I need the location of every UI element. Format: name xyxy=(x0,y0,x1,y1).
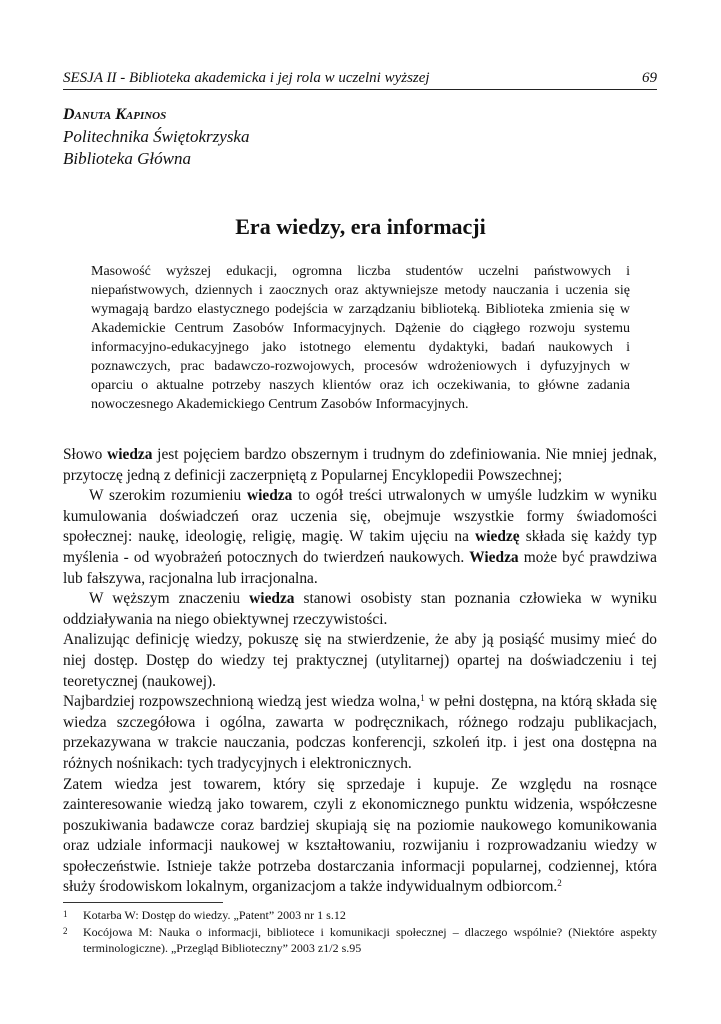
text-run: W węższym znaczeniu xyxy=(89,590,250,608)
author-affiliation-university: Politechnika Świętokrzyska xyxy=(63,127,250,146)
text-run: W szerokim rozumieniu xyxy=(89,487,248,505)
bold-term: wiedzę xyxy=(475,528,520,546)
text-run: Słowo xyxy=(63,446,108,463)
article-body xyxy=(63,445,657,898)
footnote-number: 2 xyxy=(63,926,68,936)
footnote-1 xyxy=(63,907,657,923)
body-paragraph-6 xyxy=(63,775,657,899)
text-run: to ogół treści utrwalonych w umyśle ludzkim w wyniku kumulowania doświadczeń oraz uczenia się, obejmuje wszystkie formy świadomości społecznej: naukę, ideologię, religię, magię. W takim ujęciu na xyxy=(63,487,657,546)
bold-term: Wiedza xyxy=(469,548,519,566)
footnote-number: 1 xyxy=(63,909,68,919)
body-paragraph-2 xyxy=(63,486,657,589)
footnote-2 xyxy=(63,924,657,956)
bold-term: wiedza xyxy=(249,590,295,608)
footnote-text: Kocójowa M: Nauka o informacji, bibliotece i komunikacji społecznej – dlaczego wspólnie? (Niektóre aspekty terminologiczne). „Przegląd Biblioteczny” 2003 z1/2 s.95 xyxy=(83,925,657,955)
running-title: SESJA II - Biblioteka akademicka i jej rola w uczelni wyższej xyxy=(63,70,430,86)
bold-term: wiedza xyxy=(107,446,153,463)
footnote-ref-1[interactable]: 1 xyxy=(420,693,425,704)
footnotes xyxy=(63,907,657,957)
text-run: w pełni dostępna, na którą składa się wiedza szczegółowa i ogólna, zawarta w podręcznikach, różnego rodzaju publikacjach, przekazywana w trakcie nauczania, podczas konferencji, szkoleń itp. i jest ona dostępna na różnych nośnikach: tych tradycyjnych i elektronicznych. xyxy=(63,693,657,772)
body-paragraph-3 xyxy=(63,589,657,630)
body-paragraph-5 xyxy=(63,692,657,774)
footnote-divider xyxy=(63,902,223,903)
author-affiliation-library: Biblioteka Główna xyxy=(63,149,191,168)
footnote-text: Kotarba W: Dostęp do wiedzy. „Patent” 2003 nr 1 s.12 xyxy=(83,908,346,922)
text-run: Najbardziej rozpowszechnioną wiedzą jest wiedza wolna, xyxy=(63,693,421,711)
text-run: stanowi osobisty stan poznania człowieka w wyniku oddziaływania na niego obiektywnej rzeczywistości. xyxy=(63,590,657,628)
author-block xyxy=(63,104,249,170)
bold-term: wiedza xyxy=(247,487,293,505)
author-name: Danuta Kapinos xyxy=(63,106,167,123)
text-run: składa się każdy typ myślenia - od wyobrażeń potocznych do twierdzeń naukowych. xyxy=(63,528,657,566)
body-paragraph-1 xyxy=(63,445,657,486)
body-paragraph-4: Analizując definicję wiedzy, pokuszę się na stwierdzenie, że aby ją posiąść musimy mieć do niej dostęp. Dostęp do wiedzy tej praktycznej (utylitarnej) opartej na doświadczeniu i tej teoretycznej (naukowej). xyxy=(63,631,657,690)
text-run: może być prawdziwa lub fałszywa, racjonalna lub irracjonalna. xyxy=(63,548,658,587)
article-title: Era wiedzy, era informacji xyxy=(235,214,486,239)
running-header xyxy=(63,68,657,90)
abstract: Masowość wyższej edukacji, ogromna liczba studentów uczelni państwowych i niepaństwowych, dziennych i zaocznych oraz aktywniejsze metody nauczania i uczenia się wymagają bardzo elastycznego podejścia w zarządzaniu biblioteką. Biblioteka zmienia się w Akademickie Centrum Zasobów Informacyjnych. Dążenie do ciągłego rozwoju systemu informacyjno-edukacyjnego jako istotnego elementu dydaktyki, badań naukowych i poznawczych, prac badawczo-rozwojowych, procesów wdrożeniowych i dyfuzyjnych w oparciu o aktualne potrzeby naszych klientów oraz ich oczekiwania, to główne zadania nowoczesnego Akademickiego Centrum Zasobów Informacyjnych. xyxy=(91,264,630,412)
footnote-ref-2[interactable]: 2 xyxy=(557,878,562,889)
text-run: Zatem wiedza jest towarem, który się sprzedaje i kupuje. Ze względu na rosnące zainteresowanie wiedzą jako towarem, czyli z ekonomicznego punktu widzenia, współczesne poszukiwania badawcze coraz bardziej skupiają się na poziomie naukowego komunikowania oraz udziale informacji naukowej w kształtowaniu, rozwijaniu i rozprowadzaniu wiedzy w społeczeństwie. Istnieje także potrzeba dostarczania informacji popularnej, codziennej, która służy środowiskom lokalnym, organizacjom a także indywidualnym odbiorcom. xyxy=(63,775,657,896)
text-run: jest pojęciem bardzo obszernym i trudnym do zdefiniowania. Nie mniej jednak, przytoczę jedną z definicji zaczerpniętą z Popularnej Encyklopedii Powszechnej; xyxy=(63,446,657,484)
page-number: 69 xyxy=(642,70,657,86)
